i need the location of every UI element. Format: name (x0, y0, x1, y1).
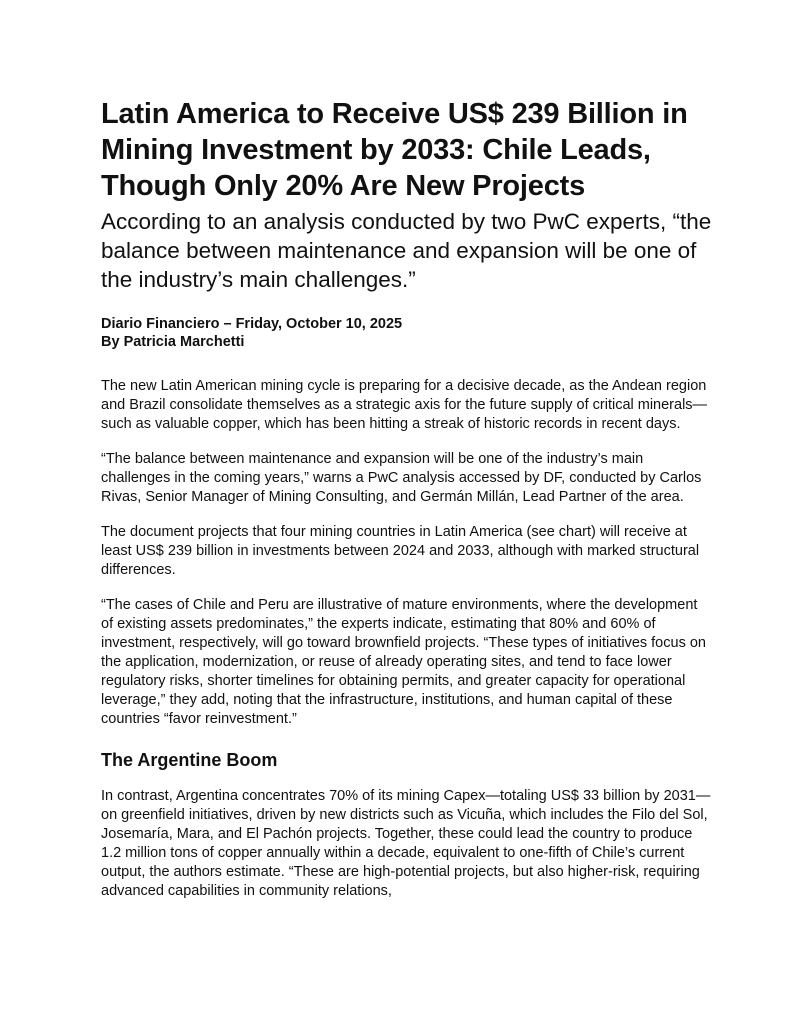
byline (101, 315, 713, 351)
section-paragraph-1: In contrast, Argentina concentrates 70% of its mining Capex—totaling US$ 33 billion by 2031—on greenfield initiatives, driven by new districts such as Vicuña, which includes the Filo del Sol, Josemaría, Mara, and El Pachón projects. Together, these could lead the country to produce 1.2 million tons of copper annually within a decade, equivalent to one-fifth of Chile’s current output, the authors estimate. “These are high-potential projects, but also higher-risk, requiring advanced capabilities in community relations, (101, 788, 711, 899)
body-paragraph-3: The document projects that four mining countries in Latin America (see chart) will receive at least US$ 239 billion in investments between 2024 and 2033, although with marked structural differences. (101, 524, 700, 578)
article-headline: Latin America to Receive US$ 239 Billion in Mining Investment by 2033: Chile Leads, Though Only 20% Are New Projects (101, 98, 688, 202)
article-subheadline: According to an analysis conducted by two PwC experts, “the balance between maintenance and expansion will be one of the industry’s main challenges.” (101, 209, 712, 292)
source-line: Diario Financiero – Friday, October 10, 2025 (101, 316, 403, 332)
article (101, 96, 713, 901)
body-paragraph-1: The new Latin American mining cycle is preparing for a decisive decade, as the Andean region and Brazil consolidate themselves as a strategic axis for the future supply of critical minerals—such as valuable copper, which has been hitting a streak of historic records in recent days. (101, 378, 708, 432)
section-heading: The Argentine Boom (101, 750, 278, 770)
body-paragraph-4: “The cases of Chile and Peru are illustrative of mature environments, where the development of existing assets predominates,” the experts indicate, estimating that 80% and 60% of investment, respectively, will go toward brownfield projects. “These types of initiatives focus on the application, modernization, or reuse of already operating sites, and tend to face lower regulatory risks, shorter timelines for obtaining permits, and greater capacity for operational leverage,” they add, noting that the infrastructure, institutions, and human capital of these countries “favor reinvestment.” (101, 597, 706, 727)
author-line: By Patricia Marchetti (101, 334, 245, 350)
body-paragraph-2: “The balance between maintenance and expansion will be one of the industry’s main challenges in the coming years,” warns a PwC analysis accessed by DF, conducted by Carlos Rivas, Senior Manager of Mining Consulting, and Germán Millán, Lead Partner of the area. (101, 451, 702, 505)
